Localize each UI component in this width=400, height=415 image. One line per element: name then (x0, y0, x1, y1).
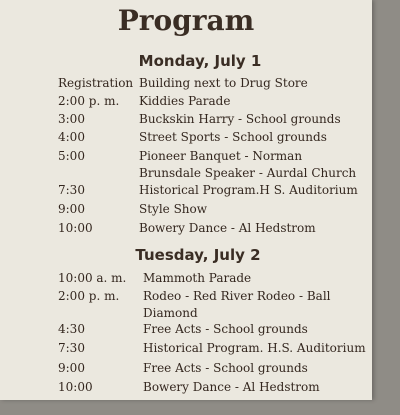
entry-description: Kiddies Parade (139, 94, 231, 108)
page-title: Program (117, 4, 255, 37)
entry-time: 2:00 p. m. (58, 94, 120, 108)
entry-description: Bowery Dance - Al Hedstrom (139, 221, 316, 235)
day-heading-monday: Monday, July 1 (138, 52, 262, 70)
entry-time: 7:30 (58, 341, 85, 355)
entry-description: Pioneer Banquet - Norman Brunsdale Speaker - Aurdal Church (139, 149, 357, 180)
entry-description: Building next to Drug Store (139, 76, 308, 90)
entry-time: Registration (58, 76, 134, 90)
entry-time: 2:00 p. m. (58, 289, 120, 303)
entry-time: 10:00 (58, 380, 93, 394)
entry-time: 4:30 (58, 322, 85, 336)
entry-description: Bowery Dance - Al Hedstrom (143, 380, 320, 394)
entry-time: 9:00 (58, 202, 85, 216)
entry-description: Street Sports - School grounds (139, 130, 327, 144)
entry-time: 9:00 (58, 361, 85, 375)
entry-description: Free Acts - School grounds (143, 322, 308, 336)
entry-time: 3:00 (58, 112, 85, 126)
entry-description: Mammoth Parade (143, 271, 252, 285)
entry-description: Historical Program.H S. Auditorium (139, 183, 358, 197)
day-heading-tuesday: Tuesday, July 2 (135, 246, 261, 264)
entry-description: Free Acts - School grounds (143, 361, 308, 375)
entry-time: 7:30 (58, 183, 85, 197)
entry-time: 4:00 (58, 130, 85, 144)
entry-description: Buckskin Harry - School grounds (139, 112, 341, 126)
entry-time: 10:00 (58, 221, 93, 235)
entry-description: Style Show (139, 202, 208, 216)
entry-time: 10:00 a. m. (58, 271, 127, 285)
schedule-entry (0, 148, 372, 184)
schedule-entry (0, 379, 372, 415)
entry-description: Historical Program. H.S. Auditorium (143, 341, 366, 355)
schedule-entry (0, 288, 372, 324)
entry-time: 5:00 (58, 149, 85, 163)
entry-description: Rodeo - Red River Rodeo - Ball Diamond (143, 289, 331, 320)
